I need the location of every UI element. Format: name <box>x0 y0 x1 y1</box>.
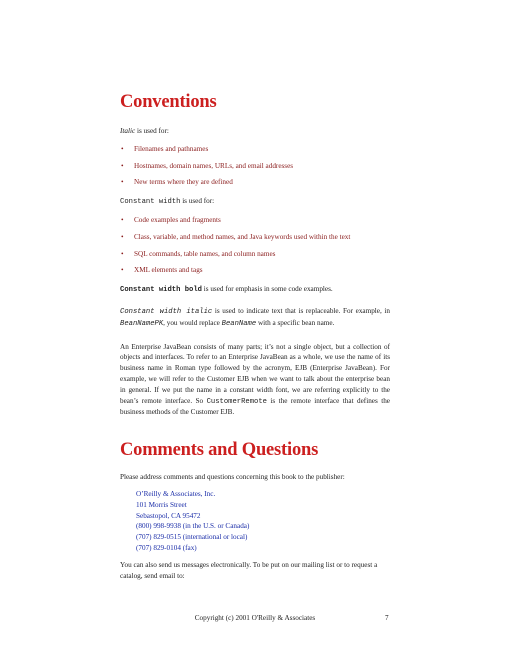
bullet-icon: • <box>121 232 124 241</box>
page-number: 7 <box>385 614 389 622</box>
constant-width-italic-term: Constant width italic <box>120 307 213 316</box>
italic-list <box>120 144 390 188</box>
list-item: • Code examples and fragments <box>121 215 221 224</box>
bullet-icon: • <box>121 144 124 153</box>
list-item: • New terms where they are defined <box>121 178 233 187</box>
publisher-address <box>120 489 390 554</box>
list-item: • Class, variable, and method names, and Java keywords used within the text <box>121 232 351 241</box>
comments-intro: Please address comments and questions concerning this book to the publisher: <box>120 473 345 482</box>
constant-width-bold-para: Constant width bold is used for emphasis in some code examples. <box>120 285 333 295</box>
bullet-icon: • <box>121 215 124 224</box>
conventions-heading: Conventions <box>120 92 217 112</box>
italic-intro <box>120 126 390 137</box>
constant-width-intro-text: is used for: <box>180 197 215 206</box>
address-line: (707) 829-0515 (international or local) <box>136 533 248 542</box>
code-example: BeanName <box>221 319 257 328</box>
bullet-icon: • <box>121 249 124 258</box>
bullet-icon: • <box>121 178 124 187</box>
constant-width-italic-para: Constant width italic is used to indicate text that is replaceable. For example, in BeanNamePK, you would replace BeanName with a specific bean name. <box>120 306 390 328</box>
italic-term: Italic <box>120 127 136 135</box>
list-item: • XML elements and tags <box>121 266 203 275</box>
address-line: Sebastopol, CA 95472 <box>136 511 201 520</box>
constant-width-intro <box>120 196 390 208</box>
list-item: • Filenames and pathnames <box>121 144 209 153</box>
list-item: • Hostnames, domain names, URLs, and email addresses <box>121 161 294 170</box>
address-line: (800) 998-9938 (in the U.S. or Canada) <box>136 522 250 531</box>
copyright-text: Copyright (c) 2001 O'Reilly & Associates <box>194 614 316 622</box>
italic-intro-text: is used for: <box>135 127 169 135</box>
bullet-icon: • <box>121 161 124 170</box>
constant-width-term: Constant width <box>120 198 181 207</box>
list-item: • SQL commands, table names, and column names <box>121 249 276 258</box>
code-example: CustomerRemote <box>206 397 267 406</box>
address-line: (707) 829-0104 (fax) <box>136 543 197 552</box>
comments-heading: Comments and Questions <box>120 440 319 461</box>
constant-width-bold-term: Constant width bold <box>120 286 202 295</box>
ejb-paragraph: An Enterprise JavaBean consists of many parts; it’s not a single object, but a collection of objects and interfaces. To refer to an Enterprise JavaBean as a whole, we use the name of its business name in Roman type followed by the acronym, EJB (Enterprise JavaBean). For example, we will refer to the Customer EJB when we want to talk about the enterprise bean in general. If we put the name in a constant width font, we are referring explicitly to the bean’s remote interface. So CustomerRemote is the remote interface that defines the business methods of the Customer EJB. <box>120 342 390 417</box>
bullet-icon: • <box>121 266 124 275</box>
address-line: O’Reilly & Associates, Inc. <box>136 489 216 498</box>
constant-width-list <box>120 215 390 276</box>
code-example: BeanNamePK <box>120 319 164 328</box>
address-line: 101 Morris Street <box>136 500 187 509</box>
comments-outro: You can also send us messages electronically. To be put on our mailing list or to request a catalog, send email to: <box>120 560 378 580</box>
page-content <box>120 88 390 581</box>
